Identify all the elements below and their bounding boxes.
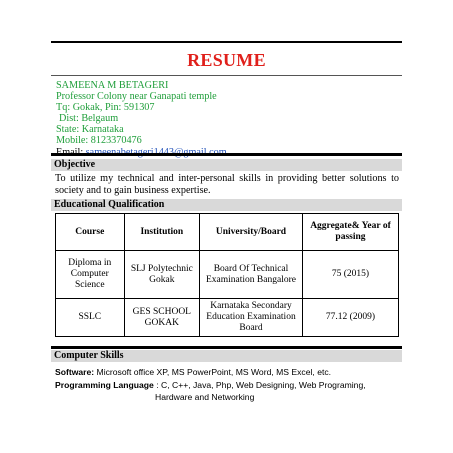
- table-cell: Diploma in Computer Science: [56, 251, 125, 299]
- contact-divider: [51, 153, 402, 156]
- programming-value: : C, C++, Java, Php, Web Designing, Web Programing,: [153, 379, 366, 390]
- objective-text: To utilize my technical and inter-personal skills in providing better solutions to society and to gain business expertise.: [55, 173, 399, 197]
- software-line: [55, 366, 366, 379]
- skills-block: [55, 366, 366, 404]
- table-row: [56, 251, 399, 299]
- software-label: Software:: [55, 367, 95, 377]
- skills-heading: Computer Skills: [51, 350, 402, 362]
- table-row: [56, 299, 399, 337]
- software-value: Microsoft office XP, MS PowerPoint, MS Word, MS Excel, etc.: [94, 367, 332, 377]
- objective-heading: Objective: [51, 159, 402, 171]
- col-course: Course: [56, 214, 125, 251]
- col-university: University/Board: [200, 214, 303, 251]
- table-cell: Karnataka Secondary Education Examination Board: [200, 299, 303, 337]
- contact-district: Dist: Belgaum: [59, 113, 119, 125]
- top-divider: [51, 41, 402, 43]
- contact-mobile: Mobile: 8123370476: [56, 135, 142, 147]
- title-divider: [51, 75, 402, 76]
- table-header-row: [56, 214, 399, 251]
- contact-block: [56, 80, 227, 158]
- table-cell: 77.12 (2009): [302, 299, 398, 337]
- table-cell: SLJ Polytechnic Gokak: [124, 251, 199, 299]
- skills-divider: [51, 346, 402, 349]
- programming-line-2: Hardware and Networking: [155, 392, 255, 402]
- contact-state: State: Karnataka: [56, 124, 124, 136]
- table-cell: GES SCHOOL GOKAK: [124, 299, 199, 337]
- contact-name: SAMEENA M BETAGERI: [56, 80, 169, 91]
- table-cell: 75 (2015): [302, 251, 398, 299]
- contact-address2: Tq: Gokak, Pin: 591307: [56, 102, 155, 114]
- programming-label: Programming Language: [55, 379, 154, 390]
- education-table: [55, 213, 399, 337]
- col-institution: Institution: [124, 214, 199, 251]
- contact-address1: Professor Colony near Ganapati temple: [56, 91, 217, 103]
- col-aggregate: Aggregate& Year of passing: [302, 214, 398, 251]
- education-heading: Educational Qualification: [51, 199, 402, 211]
- table-cell: SSLC: [56, 299, 125, 337]
- resume-title: RESUME: [187, 50, 266, 70]
- programming-line: [55, 379, 366, 392]
- table-cell: Board Of Technical Examination Bangalore: [200, 251, 303, 299]
